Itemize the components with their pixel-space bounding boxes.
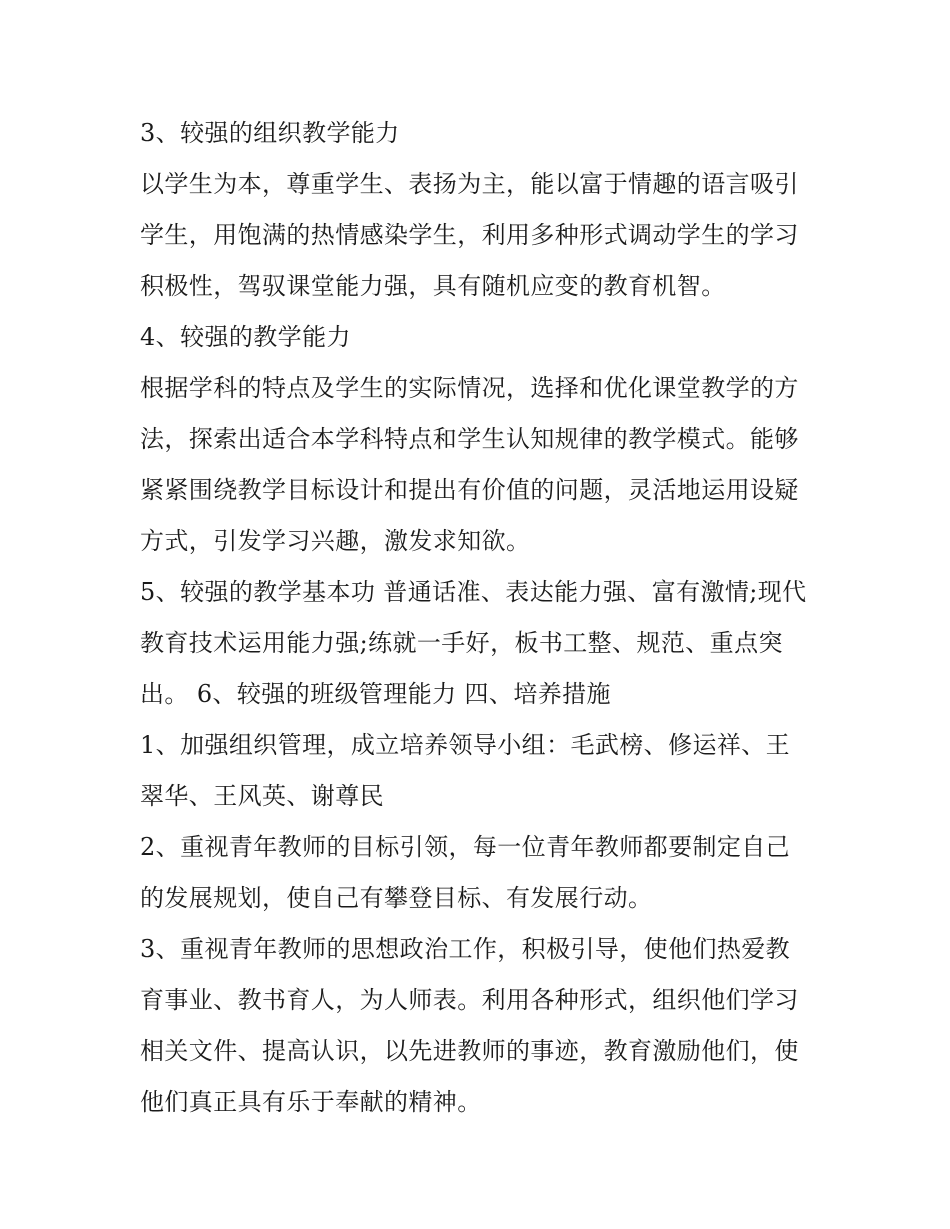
- text-line-10: 5、较强的教学基本功 普通话准、表达能力强、富有激情;现代: [140, 578, 807, 606]
- text-line-16: 的发展规划，使自己有攀登目标、有发展行动。: [140, 884, 653, 912]
- text-line-11: 教育技术运用能力强;练就一手好，板书工整、规范、重点突: [140, 629, 783, 657]
- text-line-4: 积极性，驾驭课堂能力强，具有随机应变的教育机智。: [140, 272, 726, 300]
- text-line-3: 学生，用饱满的热情感染学生，利用多种形式调动学生的学习: [140, 221, 799, 249]
- text-line-15: 2、重视青年教师的目标引领，每一位青年教师都要制定自己: [140, 833, 791, 861]
- document-body: [140, 108, 830, 1128]
- text-line-1: 3、较强的组织教学能力: [140, 119, 400, 147]
- text-line-12: 出。 6、较强的班级管理能力 四、培养措施: [140, 680, 611, 708]
- text-line-2: 以学生为本，尊重学生、表扬为主，能以富于情趣的语言吸引: [140, 170, 799, 198]
- text-line-13: 1、加强组织管理，成立培养领导小组：毛武榜、修运祥、王: [140, 731, 791, 759]
- text-line-6: 根据学科的特点及学生的实际情况，选择和优化课堂教学的方: [140, 374, 799, 402]
- text-line-9: 方式，引发学习兴趣，激发求知欲。: [140, 527, 531, 555]
- text-line-7: 法，探索出适合本学科特点和学生认知规律的教学模式。能够: [140, 425, 799, 453]
- text-line-8: 紧紧围绕教学目标设计和提出有价值的问题，灵活地运用设疑: [140, 476, 799, 504]
- text-line-17: 3、重视青年教师的思想政治工作，积极引导，使他们热爱教: [140, 935, 791, 963]
- text-line-18: 育事业、教书育人，为人师表。利用各种形式，组织他们学习: [140, 986, 799, 1014]
- text-line-19: 相关文件、提高认识，以先进教师的事迹，教育激励他们，使: [140, 1037, 799, 1065]
- text-line-5: 4、较强的教学能力: [140, 323, 351, 351]
- text-line-14: 翠华、王风英、谢尊民: [140, 782, 384, 810]
- text-line-20: 他们真正具有乐于奉献的精神。: [140, 1088, 482, 1116]
